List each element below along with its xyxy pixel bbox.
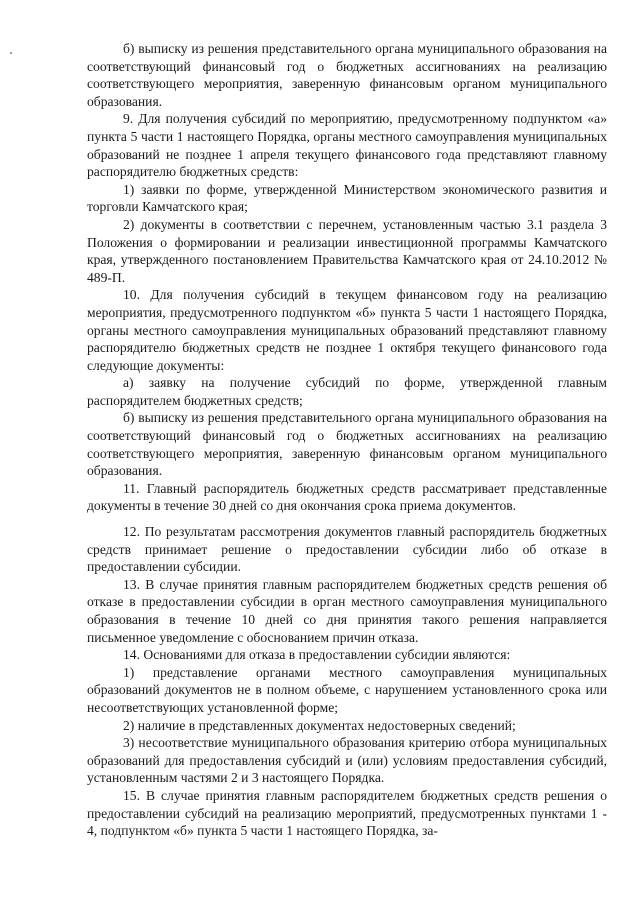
paragraph-14: 14. Основаниями для отказа в предоставлении субсидии являются: [123,647,511,663]
paragraph-9: 9. Для получения субсидий по мероприятию, предусмотренному подпунктом «а» пункта 5 части 1 настоящего Порядка, органы местного самоуправления муниципальных образований не позднее 1 апреля текущего финансового года представляют главному распорядителю бюджетных средств: [87,111,607,180]
paragraph-9-item-1: 1) заявки по форме, утвержденной Министерством экономического развития и торговли Камчатского края; [87,181,607,215]
paragraph-14-item-2: 2) наличие в представленных документах недостоверных сведений; [123,717,516,733]
paragraph-12: 12. По результатам рассмотрения документов главный распорядитель бюджетных средств принимает решение о предоставлении субсидии либо об отказе в предоставлении субсидии. [87,524,607,575]
paragraph-14-item-3: 3) несоответствие муниципального образования критерию отбора муниципальных образований для предоставления субсидий и (или) условиям предоставления субсидий, установленным частями 2 и 3 настоящего Порядка. [87,735,607,786]
paragraph-9-item-2: 2) документы в соответствии с перечнем, установленным частью 3.1 раздела 3 Положения о формировании и реализации инвестиционной программы Камчатского края, утвержденного постановлением Правительства Камчатского края от 24.10.2012 № 489-П. [87,216,607,285]
paragraph-15: 15. В случае принятия главным распорядителем бюджетных средств решения о предоставлении субсидий на реализацию мероприятий, предусмотренных пунктами 1 - 4, подпунктом «б» пункта 5 части 1 настоящего Порядка, за- [87,787,607,839]
paragraph-11: 11. Главный распорядитель бюджетных средств рассматривает представленные документы в течение 30 дней со дня окончания срока приема документов. [87,480,607,514]
paragraph-14-item-1: 1) представление органами местного самоуправления муниципальных образований документов не в полном объеме, с нарушением установленного срока или несоответствующих установленной форме; [87,664,607,715]
paragraph-10-item-b: б) выписку из решения представительного органа муниципального образования на соответствующий финансовый год о бюджетных ассигнованиях на реализацию соответствующего мероприятия, заверенную финансовым органом муниципального образования. [87,410,607,479]
paragraph-6b-extract: б) выписку из решения представительного органа муниципального образования на соответствующий финансовый год о бюджетных ассигнованиях на реализацию соответствующего мероприятия, заверенную финансовым органом муниципального образования. [87,41,607,109]
paragraph-10-item-a: а) заявку на получение субсидий по форме, утвержденной главным распорядителем бюджетных средств; [87,375,607,408]
scan-edge-mark [10,52,12,54]
paragraph-13: 13. В случае принятия главным распорядителем бюджетных средств решения об отказе в предоставлении субсидии в орган местного самоуправления муниципального образования в течение 10 дней со дня принятия такого решения направляется письменное уведомление с обоснованием причин отказа. [87,576,607,645]
paragraph-10: 10. Для получения субсидий в текущем финансовом году на реализацию мероприятия, предусмотренного подпунктом «б» пункта 5 части 1 настоящего Порядка, органы местного самоуправления муниципальных образований представляют главному распорядителю бюджетных средств не позднее 1 октября текущего финансового года следующие документы: [87,287,607,373]
document-page [87,40,607,840]
